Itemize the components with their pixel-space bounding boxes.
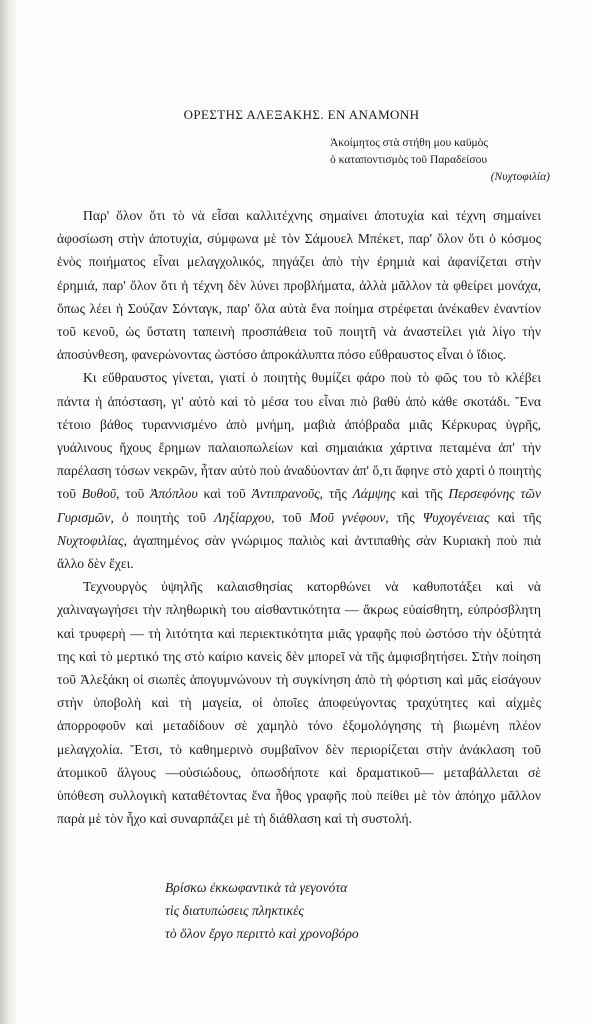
body-text <box>57 204 541 830</box>
paragraph-2-text: , τῆς <box>385 509 415 525</box>
verse-quote <box>165 876 359 945</box>
binding-gutter-shadow <box>0 0 18 1024</box>
paragraph-3: Τεχνουργὸς ὑψηλῆς καλαισθησίας κατορθώνει νὰ καθυποτάξει καὶ νὰ χαλιναγωγήσει τὴν πληθωρικὴ του αἰσθαντικότητα — ἄκρως εὐαίσθητη, εὐπρόσβλητη καὶ τρυφερὴ — τὴ λιτότητα καὶ περιεκτικότητα μιᾶς γραφῆς ποὺ ὡστόσο τὴν ὀξύτητά της καὶ τὸ μερτικό της στὸ καίριο κανεὶς δὲν μπορεῖ νὰ τῆς ἀμφισβητήσει. Στὴν ποίηση τοῦ Ἀλεξάκη οἱ σιωπὲς ἀπογυμνώνουν τὴ συγκίνηση ἀπὸ τὴ φόρτιση καὶ μᾶς εἰσάγουν στὴν ὑποβολὴ καὶ τὴ μαγεία, οἱ ὁποῖες ἀποφεύγοντας τραχύτητες καὶ αἰχμὲς ἀπορροφοῦν καὶ μεταδίδουν σὲ χαμηλὸ τόνο ἐξομολόγησης τὴ βιωμένη πλέον μελαγχολία. Ἔτσι, τὸ καθημερινὸ συμβαῖνον δὲν περιορίζεται στὴν ἀνάκλαση τοῦ ἀτομικοῦ ἄλγους —οὐσιώδους, ὁπωσδήποτε καὶ δραματικοῦ— μεταβάλλεται σὲ ὑπόθεση συλλογικὴ καταθέτοντας ἕνα ἦθος γραφῆς ποὺ πείθει μὲ τὸν ἀπόηχο μᾶλλον παρὰ μὲ τὸν ἦχο καὶ συναρπάζει μὲ τὴ διάθλαση καὶ τὴ συστολή. <box>57 579 541 827</box>
paragraph-2-text: καὶ τῆς <box>401 486 443 502</box>
paragraph-2-text: Κι εὔθραυστος γίνεται, γιατί ὁ ποιητὴς θυμίζει φάρο ποὺ τὸ φῶς του τὸ κλέβει πάντα ἡ ἀπόσταση, γι' αὐτὸ καὶ τὸ μέσα του εἶναι πιὸ βαθὺ ἀπὸ κάθε σκοτάδι. Ἕνα τέτοιο βάθος τυραννισμένο ἀπὸ μνήμη, μαβιὰ ἀπόβραδα μιᾶς Κέρκυρας ὑγρῆς, γυάλινους ἤχους ἔρημων παλαιοπωλείων καὶ σημαιάκια χάρτινα πεταμένα ἀπ' τὴν παρέλαση τόσων νεκρῶν, ἦταν αὐτὸ ποὺ ἀναδύονταν ἀπ' ὅ,τι ἄφηνε στὸ χαρτὶ ὁ ποιητὴς τοῦ <box>57 370 541 502</box>
epigraph-line: ὁ καταποντισμὸς τοῦ Παραδείσου <box>330 154 488 166</box>
paragraph-2-text: , τῆς <box>319 486 347 502</box>
verse-line: Βρίσκω ἐκκωφαντικὰ τὰ γεγονότα <box>165 880 348 895</box>
epigraph <box>330 135 550 186</box>
page-title: ΟΡΕΣΤΗΣ ΑΛΕΞΑΚΗΣ. ΕΝ ΑΝΑΜΟΝΗ <box>183 107 420 122</box>
paragraph-2 <box>57 366 541 575</box>
book-title-lamfis: Λάμψης <box>352 486 396 502</box>
verse-line: τὸ ὅλον ἔργο περιττὸ καὶ χρονοβόρο <box>165 926 359 941</box>
book-title-vythou: Βυθοῦ <box>81 486 117 502</box>
book-title-lixiarxou: Ληξίαρχου <box>214 509 272 525</box>
paragraph-1: Παρ' ὅλον ὅτι τὸ νὰ εἶσαι καλλιτέχνης σημαίνει ἀποτυχία καὶ τέχνη σημαίνει ἀφοσίωση στὴν ἀποτυχία, σύμφωνα μὲ τὸν Σάμουελ Μπέκετ, παρ' ὅλον ὅτι ὁ κόσμος ἑνὸς ποιήματος εἶναι μελαγχολικός, πηγάζει ἀπὸ τὴν ἐρημιὰ καὶ ἀφανίζεται στὴν ἐρημιά, παρ' ὅλον ὅτι ἡ τέχνη δὲν λύνει προβλήματα, ἀλλὰ μᾶλλον τὰ φθείρει μονάχα, ὅπως λέει ἡ Σούζαν Σόνταγκ, παρ' ὅλα αὐτὰ ἕνα ποίημα στρέφεται ἀνέκαθεν ἐναντίον τοῦ κενοῦ, ὡς ὕστατη ταπεινὴ προσπάθεια τοῦ ποιητῆ νὰ ἀναστείλει γιὰ λίγο τὴν ἀποσύνθεση, φανερώνοντας ὡστόσο ἀπροκάλυπτα πόσο εὔθραυστος εἶναι ὁ ἴδιος. <box>57 208 541 363</box>
verse-line: τὶς διατυπώσεις πληκτικὲς <box>165 903 304 918</box>
paragraph-2-text: , τοῦ <box>116 486 145 502</box>
paragraph-2-text: , ἀγαπημένος σὰν γνώριμος παλιὸς καὶ ἀντιπαθὴς σὰν Κυριακὴ ποὺ πιὰ ἄλλο δὲν ἔχει. <box>57 532 541 572</box>
book-title-apoplou: Ἀπόπλου <box>150 486 198 502</box>
paragraph-2-text: , ὁ ποιητὴς τοῦ <box>110 509 207 525</box>
book-title-mou-gnefoun: Μοῦ γνέφουν <box>309 509 386 525</box>
book-title-nyxtofilias: Νυχτοφιλίας <box>57 532 124 548</box>
paragraph-2-text: καὶ τοῦ <box>203 486 246 502</box>
book-title-psyxogeneias: Ψυχογένειας <box>422 509 490 525</box>
book-title-persefonis: Περσεφόνης τῶν Γυρισμῶν <box>57 486 541 525</box>
book-title-antipranous: Ἀντιπρανοῦς <box>251 486 320 502</box>
epigraph-source: (Νυχτοφιλία) <box>490 171 550 183</box>
epigraph-line: Ἀκοίμητος στὰ στήθη μου καϋμὸς <box>330 137 488 149</box>
paragraph-2-text: , τοῦ <box>271 509 302 525</box>
paragraph-2-text: καὶ τῆς <box>497 509 541 525</box>
